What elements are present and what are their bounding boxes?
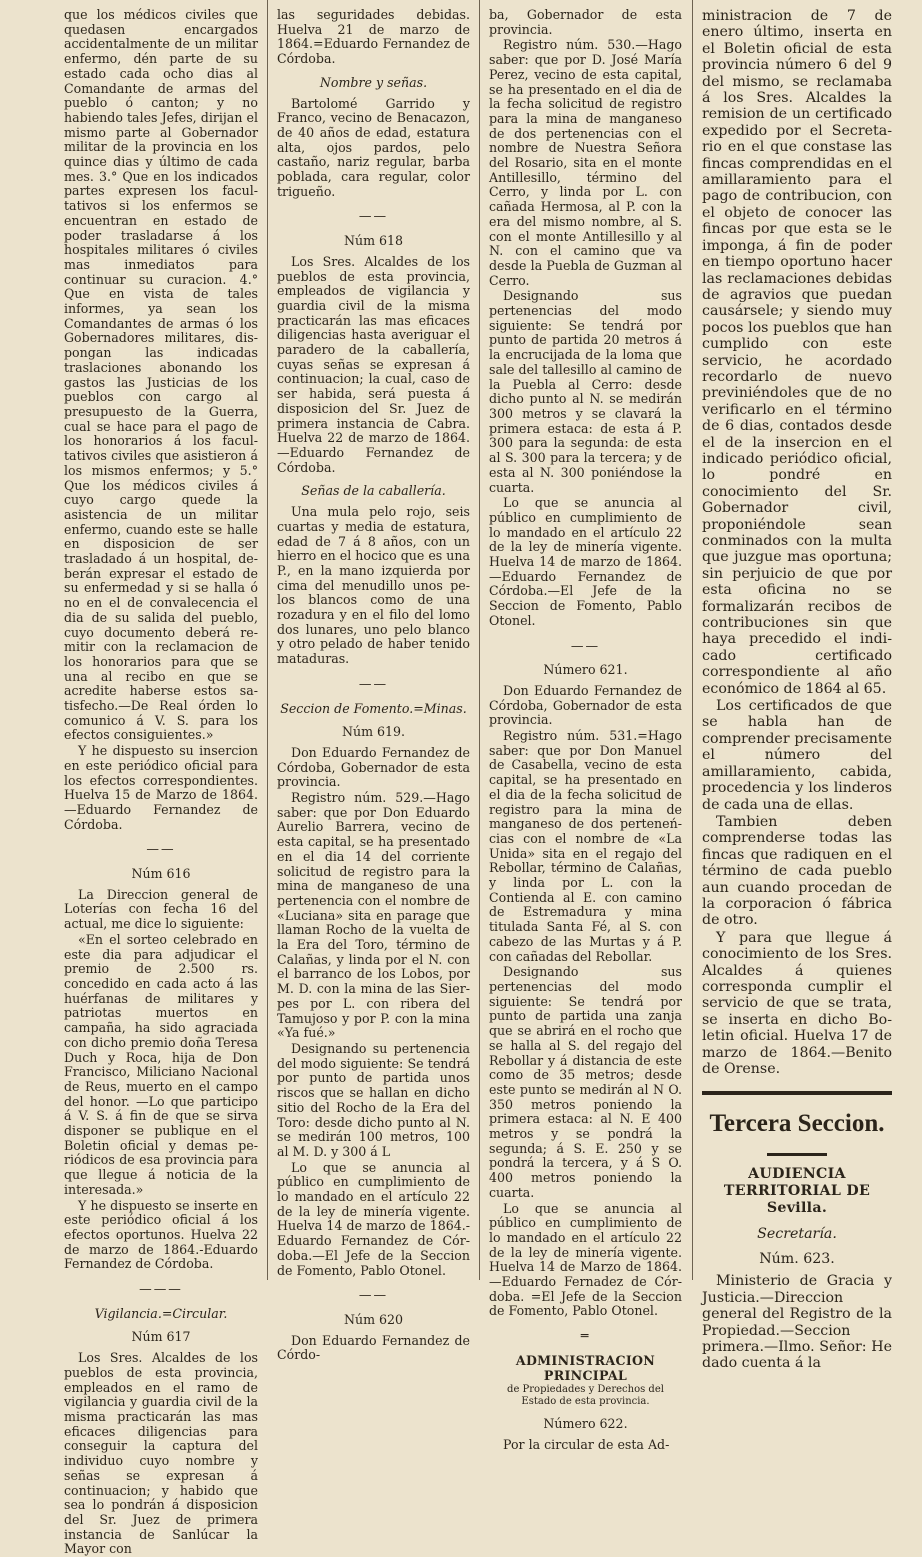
paragraph: Bartolomé Garrido y Franco, vecino de Benacazon, de 40 años de edad, estatura alta, ojos pardos, pelo castaño, nariz regular, barba poblada, cara regular, color trigueño. [277,95,470,199]
paragraph: Los Sres. Alcaldes de los pueblos de esta provincia, empleados de vigilancia y guardia civil de la misma practicarán las mas eficaces diligencias hasta averiguar el paradero de la caballería, cuyas señas se expresan á continuacion; la cual, caso de ser habida, será puesta á disposicion del Sr. Juez de primera instancia de Cabra. Huelva 22 de marzo de 1864.—Eduardo Fernandez de Córdoba. [277,253,470,475]
separator: ——— [139,1281,183,1297]
column-rule [692,0,693,1280]
paragraph: Lo que se anuncia al público en cumplimiento de lo mandado en el artículo 22 de la ley de minería vigente. Huelva 14 de Marzo de 1864.—Eduardo Fernadez de Córdoba. =El Jefe de la Seccion de Fomento, Pablo Otonel. [489,1200,682,1319]
paragraph: Registro núm. 531.=Hago saber: que por Don Manuel de Casabella, vecino de esta capital, se ha presentado en el dia de la fecha solicitud de registro para la mina de manganeso de dos perteneńcias con el nombre de «La Unida» sita en el regajo del Rebollar, término de Calañas, y linda por L. con la Contienda al E. con camino de Estremadura y mina titulada Santa Fé, al S. con cabezo de las Murtas y á P. con cañadas del Rebollar. [489,728,682,964]
column-4 [702,8,892,1372]
paragraph: que los médicos civiles que quedasen encargados accidentalmente de un militar enfermo, dén parte de su estado cada ocho dias al Comandante de armas del pueblo ó canton; y no habiendo tales Jefes, dirijan el mismo parte al Gobernador militar de la provincia en los quince dias y último de cada mes. 3.° Que en los indicados partes expresen los facultativos si los enfermos se encuentran en estado de poder trasladarse á los hospitales militares ó civiles mas inmediatos para continuar su curacion. 4.° Que en vista de tales informes, ya sean los Comandantes de armas ó los Gobernadores militares, dispongan las indicadas traslaciones abonando los gastos las Justicias de los pueblos con cargo al presupuesto de la Guerra, cual se hace para el pago de los honorarios á los facultativos civiles que asistieron á los mismos enfermos; y 5.° Que los médicos civiles á cuyo cargo quede la asistencia de un militar enfermo, cuando este se halle en disposicion de ser trasladado á un hospital, deberán expresar el estado de su enfermedad y si se halla ó no en el de convalecencia el dia de su salida del pueblo, cuyo documento deberá remitir con la reclamacion de los honorarios para que se una al recibo en que se acredite haberse estos satisfecho.—De Real órden lo comunico á V. S. para los efectos consiguientes.» [64,7,258,743]
separator: —— [570,637,601,653]
section-title: Tercera Seccion. [709,1110,885,1138]
section-heading: Sevilla. [766,1200,828,1217]
paragraph: Registro núm. 529.—Hago saber: que por Don Eduardo Aurelio Barrera, vecino de esta capital, se ha presentado en el dia 14 del corriente solicitud de registro para la mina de manganeso de una pertenencia con el nombre de «Luciana» sita en parage que llaman Rocho de la vuelta de la Era del Toro, término de Calañas, y linda por el N. con el barranco de los Lobos, por M. D. con la mina de las Sierpes por L. con ribera del Tamujoso y por P. con la mina «Ya fué.» [277,790,470,1041]
section-number: Núm 619. [341,724,406,740]
paragraph: Y he dispuesto se inserte en este periódico oficial á los efectos oportunos. Huelva 22 de marzo de 1864.-Eduardo Fernandez de Córdoba. [64,1197,258,1272]
section-heading: Nombre y señas. [319,74,428,90]
section-number: Núm 617 [131,1329,191,1345]
ornament-rule [767,1153,827,1156]
separator: —— [358,675,389,691]
paragraph: Don Eduardo Fernandez de Córdo- [277,1332,470,1363]
column-1 [64,7,258,1557]
paragraph: La Direccion general de Loterías con fecha 16 del actual, me dice lo siguiente: [64,886,258,932]
paragraph: Tambien deben comprenderse todas las fincas que radiquen en el término de cada pueblo aun cuando procedan de la corporacion ó fábrica de otro. [702,813,892,929]
paragraph: Lo que se anuncia al público en cumplimiento de lo mandado en el artículo 22 de la ley de minería vigente. Huelva 14 de marzo de 1864.—Eduardo Fernandez de Córdoba.—El Jefe de la Seccion de Fomento, Pablo Otonel. [489,495,682,628]
section-heading: Seccion de Fomento.=Minas. [280,700,467,716]
section-subheading: de Propiedades y Derechos del Estado de esta provincia. [507,1384,664,1408]
paragraph: Lo que se anuncia al público en cumplimiento de lo mandado en el artículo 22 de la ley de minería vigente. Huelva 14 de marzo de 1864.-Eduardo Fernandez de Córdoba.—El Jefe de la Seccion de Fomento, Pablo Otonel. [277,1159,470,1278]
paragraph: ministracion de 7 de enero último, inserta en el Boletin oficial de esta provincia número 6 del 9 del mismo, se reclamaba á los Sres. Alcaldes la remision de un certificado expedido por el Secretario en el que constase las fincas comprendidas en el amillaramiento para el pago de contribucion, con el objeto de conocer las fincas por que esta se le imponga, á fin de poder en tiempo oportuno hacer las reclamaciones debidas de agravios que puedan causársele; y siendo muy pocos los pueblos que han cumplido con este servicio, he acordado recordarlo de nuevo previniéndoles que de no verificarlo en el término de 6 dias, contados desde el de la insercion en el indicado periódico oficial, lo pondré en conocimiento del Sr. Gobernador civil, proponiéndole sean conminados con la multa que juzgue mas oportuna; sin perjuicio de que por esta oficina no se formalizarán recibos de contribuciones sin que haya precedido el indicado certificado correspondiente al año económico de 1864 al 65. [702,8,892,697]
separator: —— [358,208,389,224]
section-heading: AUDIENCIA TERRITORIAL DE [723,1166,871,1199]
section-heading: ADMINISTRACION PRINCIPAL [515,1352,656,1383]
section-subheading: Secretaría. [757,1225,837,1242]
column-3 [489,7,682,1452]
paragraph: Don Eduardo Fernandez de Córdoba, Gobernador de esta provincia. [277,744,470,790]
paragraph: Y he dispuesto su insercion en este periódico oficial para los efectos correspondientes. Huelva 15 de Marzo de 1864.—Eduardo Fernandez de Córdoba. [64,743,258,832]
paragraph: Don Eduardo Fernandez de Córdoba, Gobernador de esta provincia. [489,682,682,728]
separator: —— [146,841,176,857]
paragraph: Ministerio de Gracia y Justicia.—Direccion general del Registro de la Propiedad.—Seccion primera.—Ilmo. Señor: He dado cuenta á la [702,1273,892,1372]
column-2 [277,7,470,1363]
paragraph: «En el sorteo celebrado en este dia para adjudicar el premio de 2.500 rs. concedido en cada acto á las huérfanas de militares y patriotas muertos en campaña, ha sido agraciada con dicho premio doña Teresa Duch y Roca, hija de Don Francisco, Miliciano Nacional de Reus, muerto en el campo del honor. —Lo que participo á V. S. á fin de que se sirva disponer se publique en el Boletin oficial y demas periódicos de esa provincia para que llegue á noticia de la interesada.» [64,931,258,1197]
paragraph: Por la circular de esta Ad- [503,1436,670,1452]
separator: —— [358,1287,389,1303]
paragraph: las seguridades debidas. Huelva 21 de marzo de 1864.=Eduardo Fernandez de Córdoba. [277,7,470,67]
paragraph: Los Sres. Alcaldes de los pueblos de esta provincia, empleados en el ramo de vigilancia y guardia civil de la misma practicarán las mas eficaces diligencias para conseguir la captura del individuo cuyo nombre y señas se expresan á continuacion; y habido que sea lo pondrán á disposicion del Sr. Juez de primera instancia de Sanlúcar la Mayor con [64,1350,258,1557]
section-number: Núm 620 [343,1311,404,1327]
section-number: Núm 616 [131,866,191,882]
paragraph: Designando sus pertenencias del modo siguiente: Se tendrá por punto de partida una zanja que se abrirá en el rocho que se halla al S. del regajo del Rebollar y á distancia de este como de 35 metros; desde este punto se medirán al N O. 350 metros poniendo la primera estaca: al N. E 400 metros y se pondrá la segunda; á S. E. 250 y se pondrá la tercera, y á S O. 400 metros poniendo la cuarta. [489,964,682,1200]
paragraph: Registro núm. 530.—Hago saber: que por D. José María Perez, vecino de esta capital, se ha presentado en el dia de la fecha solicitud de registro para la mina de manganeso de dos pertenencias con el nombre de Nuestra Señora del Rosario, sita en el monte Antillesillo, término del Cerro, y linda por L. con cañada Hermosa, al P. con la era del mismo nombre, al S. con el monte Antillesillo y al N. con el camino que va desde la Puebla de Guzman al Cerro. [489,37,682,288]
paragraph: Designando su pertenencia del modo siguiente: Se tendrá por punto de partida unos riscos que se hallan en dicho sitio del Rocho de la Era del Toro: desde dicho punto al N. se medirán 100 metros, 100 al M. D. y 300 á L [277,1041,470,1159]
paragraph: Una mula pelo rojo, seis cuartas y media de estatura, edad de 7 á 8 años, con un hierro en el hocico que es una P., en la mano izquierda por cima del menudillo unos pelos blancos como de una rozadura y en el filo del lomo dos lunares, uno pelo blanco y otro pelado de haber tenido mataduras. [277,504,470,667]
paragraph: Designando sus pertenencias del modo siguiente: Se tendrá por punto de partida 20 metros á la encrucijada de la loma que sale del tallesillo al camino de la Puebla al Cerro: desde dicho punto al N. se medirán 300 metros y se clavará la primera estaca: de esta á P. 300 para la segunda: de esta al S. 300 para la tercera; y de esta al N. 300 poniéndose la cuarta. [489,288,682,495]
paragraph: ba, Gobernador de esta provincia. [489,7,682,37]
section-number: Núm 618 [343,233,404,249]
section-divider [702,1091,892,1095]
section-number: Número 622. [543,1416,628,1432]
separator: ═ [580,1328,591,1344]
section-heading: Vigilancia.=Circular. [94,1305,228,1321]
paragraph: Los certificados de que se habla han de comprender precisamente el número del amillaramiento, cabida, procedencia y los linderos de cada una de ellas. [702,698,892,813]
section-heading: Señas de la caballería. [301,483,446,499]
section-number: Número 621. [543,662,628,678]
section-number: Núm. 623. [759,1251,835,1268]
column-rule [267,0,268,1280]
column-rule [479,0,480,1280]
paragraph: Y para que llegue á conocimiento de los Sres. Alcaldes á quienes corresponda cumplir el servicio de que se trata, se inserta en dicho Boletin oficial. Huelva 17 de marzo de 1864.—Benito de Orense. [702,929,892,1077]
